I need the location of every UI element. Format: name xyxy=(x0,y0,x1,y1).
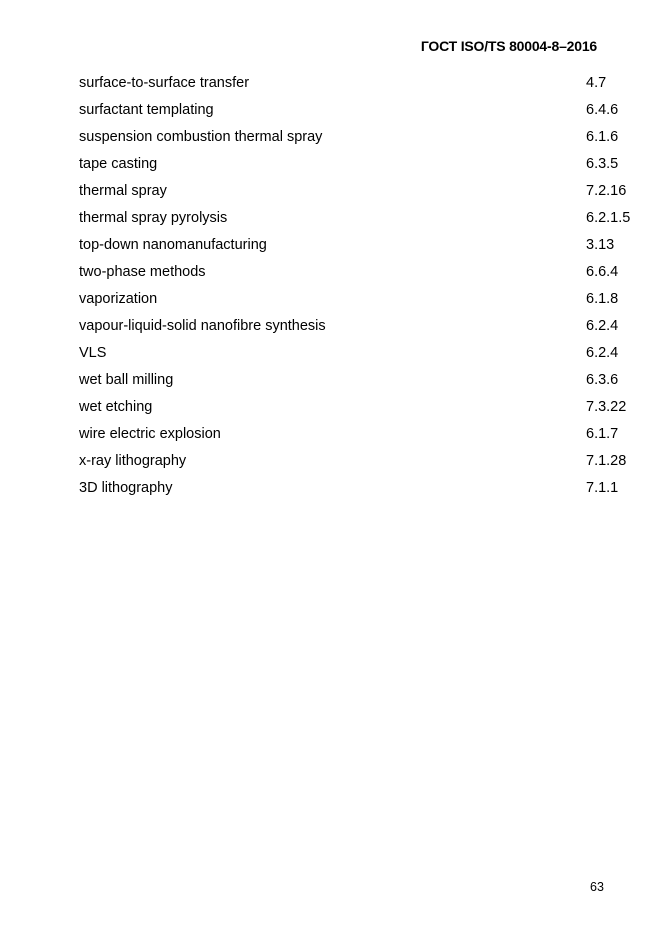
index-ref: 6.2.4 xyxy=(586,318,619,334)
index-row xyxy=(79,154,639,181)
index-ref: 6.3.6 xyxy=(586,372,619,388)
index-ref: 6.6.4 xyxy=(586,264,619,280)
index-term: two-phase methods xyxy=(79,264,206,280)
index-row xyxy=(79,424,639,451)
index-term: top-down nanomanufacturing xyxy=(79,237,267,253)
index-ref: 6.1.6 xyxy=(586,129,619,145)
index-term: tape casting xyxy=(79,156,158,172)
index-term: 3D lithography xyxy=(79,480,173,496)
index-row xyxy=(79,370,639,397)
index-ref: 6.1.7 xyxy=(586,426,619,442)
index-row xyxy=(79,397,639,424)
index-ref: 6.1.8 xyxy=(586,291,619,307)
index-term: vaporization xyxy=(79,291,158,307)
page-header-standard-code: ГОСТ ISO/TS 80004-8–2016 xyxy=(420,38,597,54)
index-row xyxy=(79,181,639,208)
index-ref: 7.1.1 xyxy=(586,480,619,496)
index-ref: 7.1.28 xyxy=(586,453,627,469)
index-ref: 6.2.4 xyxy=(586,345,619,361)
index-row xyxy=(79,316,639,343)
index-term: wire electric explosion xyxy=(79,426,221,442)
index-ref: 6.4.6 xyxy=(586,102,619,118)
index-ref: 6.2.1.5 xyxy=(586,210,631,226)
index-row xyxy=(79,208,639,235)
index-row xyxy=(79,127,639,154)
index-row xyxy=(79,100,639,127)
index-term: wet etching xyxy=(79,399,153,415)
index-row xyxy=(79,451,639,478)
index-ref: 7.3.22 xyxy=(586,399,627,415)
index-term: wet ball milling xyxy=(79,372,174,388)
index-term: thermal spray pyrolysis xyxy=(79,210,228,226)
index-term: VLS xyxy=(79,345,107,361)
index-term: x-ray lithography xyxy=(79,453,187,469)
index-row xyxy=(79,262,639,289)
index-term: vapour-liquid-solid nanofibre synthesis xyxy=(79,318,326,334)
index-row xyxy=(79,289,639,316)
index-row xyxy=(79,343,639,370)
index-list xyxy=(79,73,639,505)
index-ref: 3.13 xyxy=(586,237,615,253)
index-term: surfactant templating xyxy=(79,102,214,118)
page-number: 63 xyxy=(590,880,604,894)
index-row xyxy=(79,73,639,100)
index-ref: 7.2.16 xyxy=(586,183,627,199)
index-term: suspension combustion thermal spray xyxy=(79,129,323,145)
index-ref: 6.3.5 xyxy=(586,156,619,172)
index-term: surface-to-surface transfer xyxy=(79,75,250,91)
index-row xyxy=(79,235,639,262)
index-ref: 4.7 xyxy=(586,75,607,91)
index-row xyxy=(79,478,639,505)
index-term: thermal spray xyxy=(79,183,167,199)
